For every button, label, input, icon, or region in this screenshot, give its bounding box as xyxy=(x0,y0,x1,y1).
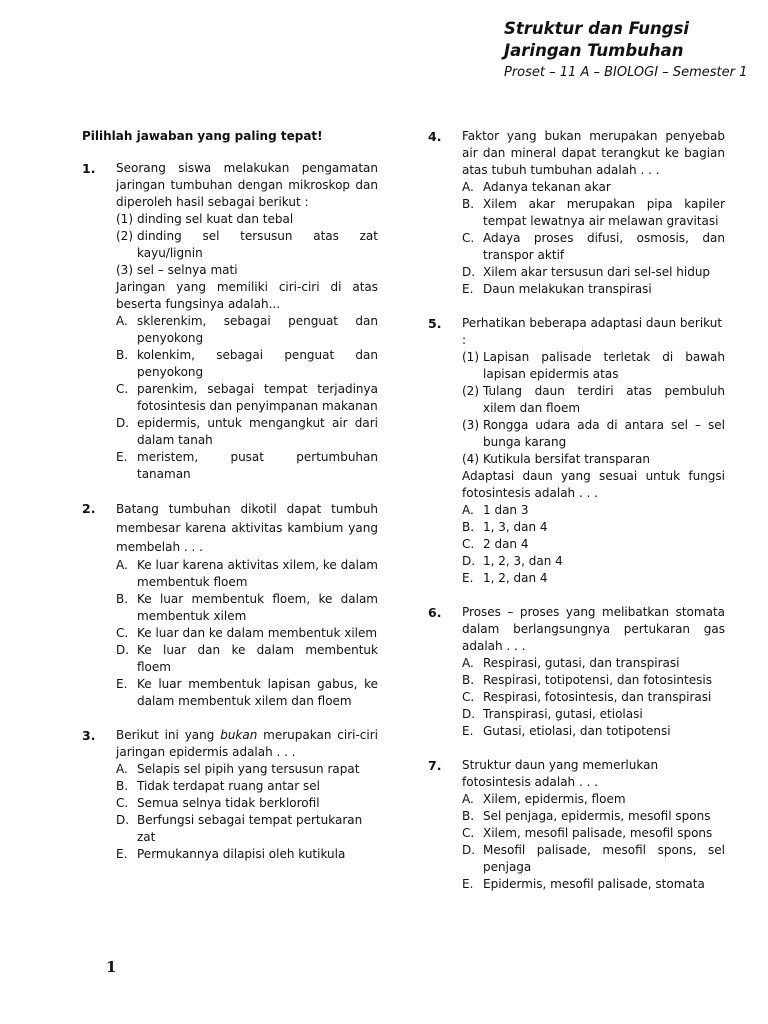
option-a[interactable] xyxy=(116,313,378,347)
stem-text: merupakan ciri-ciri jaringan epidermis adalah . . . xyxy=(116,728,378,759)
option-text: Permukannya dilapisi oleh kutikula xyxy=(137,847,346,861)
option-text: Xilem, epidermis, floem xyxy=(483,792,626,806)
question-7 xyxy=(428,757,725,893)
document-title-line2: Jaringan Tumbuhan xyxy=(504,41,684,60)
option-c[interactable] xyxy=(462,689,725,706)
option-e[interactable] xyxy=(462,281,725,298)
option-text: Ke luar membentuk lapisan gabus, ke dalam membentuk xilem dan floem xyxy=(137,677,378,708)
stem-emphasis: bukan xyxy=(220,728,258,742)
option-text: Respirasi, gutasi, dan transpirasi xyxy=(483,656,680,670)
option-b[interactable] xyxy=(116,347,378,381)
question-stem-2: Jaringan yang memiliki ciri-ciri di atas beserta fungsinya adalah... xyxy=(116,280,378,311)
left-column xyxy=(82,128,378,880)
stem-text: Berikut ini yang xyxy=(116,728,221,742)
option-mark: A. xyxy=(116,558,128,572)
question-stem: Seorang siswa melakukan pengamatan jaringan tumbuhan dengan mikroskop dan diperoleh hasil sebagai berikut : xyxy=(116,161,378,209)
option-text: kolenkim, sebagai penguat dan penyokong xyxy=(137,348,378,379)
question-4 xyxy=(428,128,725,298)
list-text: Kutikula bersifat transparan xyxy=(483,452,650,466)
option-text: Ke luar dan ke dalam membentuk xilem xyxy=(137,626,378,640)
question-stem: Proses – proses yang melibatkan stomata dalam berlangsungnya pertukaran gas adalah . . . xyxy=(462,605,725,653)
option-mark: E. xyxy=(462,571,474,585)
question-stem: Batang tumbuhan dikotil dapat tumbuh membesar karena aktivitas kambium yang membelah . . . xyxy=(116,502,378,554)
option-text: 1, 2, dan 4 xyxy=(483,571,548,585)
option-a[interactable] xyxy=(462,655,725,672)
option-text: Ke luar membentuk floem, ke dalam membentuk xilem xyxy=(137,592,378,623)
list-text: Rongga udara ada di antara sel – sel bunga karang xyxy=(483,418,725,449)
option-mark: D. xyxy=(116,813,130,827)
option-mark: C. xyxy=(116,382,129,396)
question-stem-2: Adaptasi daun yang sesuai untuk fungsi fotosintesis adalah . . . xyxy=(462,469,725,500)
list-text: dinding sel kuat dan tebal xyxy=(137,212,294,226)
list-item xyxy=(462,451,725,468)
option-b[interactable] xyxy=(462,672,725,689)
option-text: Respirasi, totipotensi, dan fotosintesis xyxy=(483,673,712,687)
option-mark: C. xyxy=(116,796,129,810)
option-c[interactable] xyxy=(116,381,378,415)
option-d[interactable] xyxy=(116,415,378,449)
document-header xyxy=(504,18,754,82)
list-item xyxy=(462,417,725,451)
list-mark: (4) xyxy=(462,452,479,466)
option-mark: A. xyxy=(462,792,474,806)
question-number: 1. xyxy=(82,161,96,176)
option-text: Gutasi, etiolasi, dan totipotensi xyxy=(483,724,671,738)
option-d[interactable] xyxy=(116,812,378,846)
option-a[interactable] xyxy=(462,179,725,196)
list-mark: (1) xyxy=(462,350,479,364)
option-a[interactable] xyxy=(116,557,378,591)
option-mark: B. xyxy=(462,673,475,687)
option-text: Mesofil palisade, mesofil spons, sel penjaga xyxy=(483,843,725,874)
question-2 xyxy=(82,500,378,710)
option-mark: A. xyxy=(462,180,474,194)
option-mark: C. xyxy=(462,690,475,704)
option-mark: D. xyxy=(462,843,476,857)
option-mark: B. xyxy=(116,592,129,606)
option-mark: B. xyxy=(462,197,475,211)
option-mark: D. xyxy=(116,643,130,657)
option-mark: C. xyxy=(116,626,129,640)
option-b[interactable] xyxy=(116,591,378,625)
list-mark: (1) xyxy=(116,212,133,226)
option-text: meristem, pusat pertumbuhan tanaman xyxy=(137,450,378,481)
option-text: 1, 3, dan 4 xyxy=(483,520,548,534)
option-mark: C. xyxy=(462,826,475,840)
option-d[interactable] xyxy=(462,264,725,281)
list-mark: (2) xyxy=(116,229,133,243)
question-6 xyxy=(428,604,725,740)
option-mark: A. xyxy=(462,656,474,670)
option-mark: C. xyxy=(462,231,475,245)
option-d[interactable] xyxy=(462,553,725,570)
option-e[interactable] xyxy=(462,570,725,587)
list-item xyxy=(116,211,378,228)
option-text: Xilem, mesofil palisade, mesofil spons xyxy=(483,826,713,840)
question-1 xyxy=(82,160,378,483)
option-text: Tidak terdapat ruang antar sel xyxy=(137,779,320,793)
option-mark: D. xyxy=(462,707,476,721)
option-d[interactable] xyxy=(462,842,725,876)
option-b[interactable] xyxy=(116,778,378,795)
list-item xyxy=(462,383,725,417)
question-number: 3. xyxy=(82,728,96,743)
list-mark: (3) xyxy=(116,263,133,277)
question-5 xyxy=(428,315,725,587)
option-text: Daun melakukan transpirasi xyxy=(483,282,652,296)
option-mark: C. xyxy=(462,537,475,551)
list-text: Lapisan palisade terletak di bawah lapisan epidermis atas xyxy=(483,350,725,381)
option-mark: B. xyxy=(462,520,475,534)
option-mark: A. xyxy=(116,314,128,328)
option-d[interactable] xyxy=(116,642,378,676)
question-number: 5. xyxy=(428,316,442,331)
option-mark: E. xyxy=(462,877,474,891)
page-number: 1 xyxy=(106,958,117,976)
option-a[interactable] xyxy=(462,502,725,519)
option-mark: B. xyxy=(116,348,129,362)
option-mark: A. xyxy=(462,503,474,517)
list-mark: (2) xyxy=(462,384,479,398)
question-number: 6. xyxy=(428,605,442,620)
option-e[interactable] xyxy=(116,846,378,863)
option-b[interactable] xyxy=(462,808,725,825)
option-c[interactable] xyxy=(116,795,378,812)
list-item xyxy=(462,349,725,383)
option-text: Selapis sel pipih yang tersusun rapat xyxy=(137,762,360,776)
option-mark: B. xyxy=(116,779,129,793)
option-a[interactable] xyxy=(116,761,378,778)
option-mark: D. xyxy=(462,554,476,568)
document-subtitle: Proset – 11 A – BIOLOGI – Semester 1 xyxy=(504,65,748,80)
option-c[interactable] xyxy=(462,536,725,553)
question-stem xyxy=(116,727,378,761)
list-text: sel – selnya mati xyxy=(137,263,238,277)
list-item xyxy=(116,262,378,279)
option-b[interactable] xyxy=(462,519,725,536)
right-column xyxy=(428,128,725,910)
question-number: 2. xyxy=(82,501,96,516)
option-text: Ke luar dan ke dalam membentuk floem xyxy=(137,643,378,674)
option-text: 2 dan 4 xyxy=(483,537,529,551)
option-c[interactable] xyxy=(462,230,725,264)
question-stem: Struktur daun yang memerlukan fotosintesis adalah . . . xyxy=(462,758,659,789)
option-text: Semua selnya tidak berklorofil xyxy=(137,796,320,810)
question-number: 7. xyxy=(428,758,442,773)
option-text: Adaya proses difusi, osmosis, dan transpor aktif xyxy=(483,231,725,262)
option-mark: E. xyxy=(116,450,128,464)
option-text: 1, 2, 3, dan 4 xyxy=(483,554,563,568)
option-e[interactable] xyxy=(462,876,725,893)
option-d[interactable] xyxy=(462,706,725,723)
option-text: 1 dan 3 xyxy=(483,503,529,517)
option-e[interactable] xyxy=(116,676,378,710)
option-text: sklerenkim, sebagai penguat dan penyokong xyxy=(137,314,378,345)
document-title-line1: Struktur dan Fungsi xyxy=(504,19,690,38)
option-text: Epidermis, mesofil palisade, stomata xyxy=(483,877,705,891)
option-c[interactable] xyxy=(462,825,725,842)
question-number: 4. xyxy=(428,129,442,144)
list-item xyxy=(116,228,378,262)
option-text: Sel penjaga, epidermis, mesofil spons xyxy=(483,809,711,823)
option-text: Ke luar karena aktivitas xilem, ke dalam membentuk floem xyxy=(137,558,378,589)
option-text: Respirasi, fotosintesis, dan transpirasi xyxy=(483,690,712,704)
instruction: Pilihlah jawaban yang paling tepat! xyxy=(82,129,323,143)
option-mark: B. xyxy=(462,809,475,823)
option-b[interactable] xyxy=(462,196,725,230)
option-c[interactable] xyxy=(116,625,378,642)
option-e[interactable] xyxy=(462,723,725,740)
option-a[interactable] xyxy=(462,791,725,808)
option-text: Xilem akar tersusun dari sel-sel hidup xyxy=(483,265,711,279)
option-mark: A. xyxy=(116,762,128,776)
question-stem: Perhatikan beberapa adaptasi daun berikut : xyxy=(462,316,723,347)
option-text: Berfungsi sebagai tempat pertukaran zat xyxy=(137,813,363,844)
option-text: epidermis, untuk mengangkut air dari dalam tanah xyxy=(137,416,378,447)
option-text: Adanya tekanan akar xyxy=(483,180,611,194)
option-e[interactable] xyxy=(116,449,378,483)
list-mark: (3) xyxy=(462,418,479,432)
option-mark: E. xyxy=(462,282,474,296)
question-stem: Faktor yang bukan merupakan penyebab air dan mineral dapat terangkut ke bagian atas tubuh tumbuhan adalah . . . xyxy=(462,129,725,177)
option-mark: D. xyxy=(462,265,476,279)
option-mark: E. xyxy=(462,724,474,738)
option-text: parenkim, sebagai tempat terjadinya fotosintesis dan penyimpanan makanan xyxy=(137,382,378,413)
option-mark: E. xyxy=(116,677,128,691)
list-text: dinding sel tersusun atas zat kayu/lignin xyxy=(137,229,378,260)
option-text: Transpirasi, gutasi, etiolasi xyxy=(483,707,643,721)
question-3 xyxy=(82,727,378,863)
option-mark: D. xyxy=(116,416,130,430)
option-mark: E. xyxy=(116,847,128,861)
option-text: Xilem akar merupakan pipa kapiler tempat lewatnya air melawan gravitasi xyxy=(483,197,725,228)
list-text: Tulang daun terdiri atas pembuluh xilem dan floem xyxy=(483,384,725,415)
